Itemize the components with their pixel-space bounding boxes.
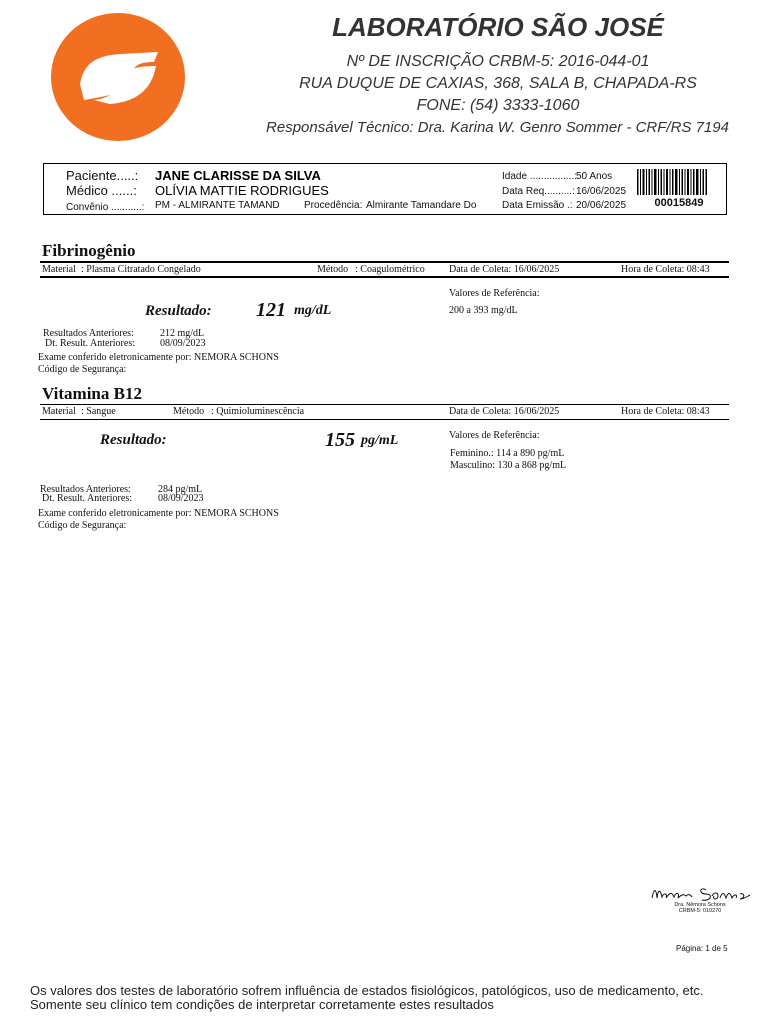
result-label: Resultado: bbox=[145, 303, 212, 319]
insurance-value: PM - ALMIRANTE TAMAND bbox=[155, 200, 280, 211]
footer-disclaimer-line2: Somente seu clínico tem condições de interpretar corretamente estes resultados bbox=[30, 997, 494, 1012]
method-value: : Quimioluminescência bbox=[211, 406, 305, 417]
insurance-label: Convênio ...........: bbox=[66, 202, 145, 213]
security-code: Código de Segurança: bbox=[38, 520, 127, 531]
divider bbox=[40, 276, 729, 278]
method-label: Método bbox=[173, 406, 205, 417]
material-label: Material bbox=[42, 406, 76, 417]
lab-address: RUA DUQUE DE CAXIAS, 368, SALA B, CHAPADA-RS bbox=[299, 75, 697, 92]
result-value: 155 bbox=[325, 429, 355, 451]
page-number: Página: 1 de 5 bbox=[676, 944, 728, 953]
previous-date-label: Dt. Result. Anteriores: bbox=[45, 338, 135, 349]
previous-results-label: Resultados Anteriores: bbox=[43, 328, 134, 339]
method-label: Método bbox=[317, 264, 349, 275]
lab-phone: FONE: (54) 3333-1060 bbox=[416, 97, 580, 114]
divider bbox=[40, 404, 729, 405]
result-unit: pg/mL bbox=[361, 433, 399, 448]
age-label: Idade ................: bbox=[502, 171, 578, 182]
footer-disclaimer-line1: Os valores dos testes de laboratório sofrem influência de estados fisiológicos, patológicos, uso de medicamento, etc. bbox=[30, 983, 704, 998]
exam-title: Vitamina B12 bbox=[42, 384, 142, 403]
lab-responsible: Responsável Técnico: Dra. Karina W. Genro Sommer - CRF/RS 7194 bbox=[266, 119, 729, 136]
collect-date: Data de Coleta: 16/06/2025 bbox=[449, 406, 560, 417]
result-unit: mg/dL bbox=[294, 303, 332, 318]
previous-date-value: 08/09/2023 bbox=[160, 338, 206, 349]
doctor-name: OLÍVIA MATTIE RODRIGUES bbox=[155, 183, 329, 198]
origin-label: Procedência: bbox=[304, 200, 363, 211]
origin-value: Almirante Tamandare Do bbox=[366, 200, 477, 211]
checked-by: Exame conferido eletronicamente por: NEMORA SCHONS bbox=[38, 508, 279, 519]
result-value: 121 bbox=[256, 299, 286, 321]
previous-results-value: 212 mg/dL bbox=[160, 328, 205, 339]
collect-time: Hora de Coleta: 08:43 bbox=[621, 264, 710, 275]
divider bbox=[40, 419, 729, 420]
exam-title: Fibrinogênio bbox=[42, 241, 136, 260]
lab-logo bbox=[50, 12, 186, 142]
method-value: : Coagulométrico bbox=[355, 264, 425, 275]
material-value: : Plasma Citratado Congelado bbox=[81, 264, 201, 275]
req-date-label: Data Req..........: bbox=[502, 186, 575, 197]
patient-label: Paciente.....: bbox=[66, 168, 139, 183]
signature-registration: CRBM-5: 010270 bbox=[678, 908, 722, 914]
doctor-label: Médico ......: bbox=[66, 183, 137, 198]
collect-date: Data de Coleta: 16/06/2025 bbox=[449, 264, 560, 275]
reference-value: Feminino.: 114 a 890 pg/mL bbox=[450, 448, 565, 459]
previous-date-label: Dt. Result. Anteriores: bbox=[42, 493, 132, 504]
reference-value: Masculino: 130 a 868 pg/mL bbox=[450, 460, 567, 471]
signature-name: Dra. Nêmora Schons bbox=[674, 902, 726, 908]
reference-value: 200 a 393 mg/dL bbox=[449, 305, 518, 316]
security-code: Código de Segurança: bbox=[38, 364, 127, 375]
reference-title: Valores de Referência: bbox=[449, 430, 540, 441]
collect-time: Hora de Coleta: 08:43 bbox=[621, 406, 710, 417]
issue-date-value: 20/06/2025 bbox=[576, 200, 627, 211]
result-label: Resultado: bbox=[100, 432, 167, 448]
previous-results-value: 284 pg/mL bbox=[158, 484, 203, 495]
lab-name: LABORATÓRIO SÃO JOSÉ bbox=[332, 12, 664, 42]
barcode bbox=[637, 169, 707, 195]
req-date-value: 16/06/2025 bbox=[576, 186, 627, 197]
previous-date-value: 08/09/2023 bbox=[158, 493, 204, 504]
barcode-number: 00015849 bbox=[654, 197, 704, 209]
divider bbox=[40, 261, 729, 263]
signature-image bbox=[648, 882, 752, 904]
patient-name: JANE CLARISSE DA SILVA bbox=[155, 168, 321, 183]
checked-by: Exame conferido eletronicamente por: NEMORA SCHONS bbox=[38, 352, 279, 363]
age-value: 50 Anos bbox=[576, 171, 613, 182]
issue-date-label: Data Emissão .: bbox=[502, 200, 573, 211]
reference-title: Valores de Referência: bbox=[449, 288, 540, 299]
lab-registration: Nº DE INSCRIÇÃO CRBM-5: 2016-044-01 bbox=[346, 53, 650, 70]
material-value: : Sangue bbox=[81, 406, 116, 417]
material-label: Material bbox=[42, 264, 76, 275]
previous-results-label: Resultados Anteriores: bbox=[40, 484, 131, 495]
